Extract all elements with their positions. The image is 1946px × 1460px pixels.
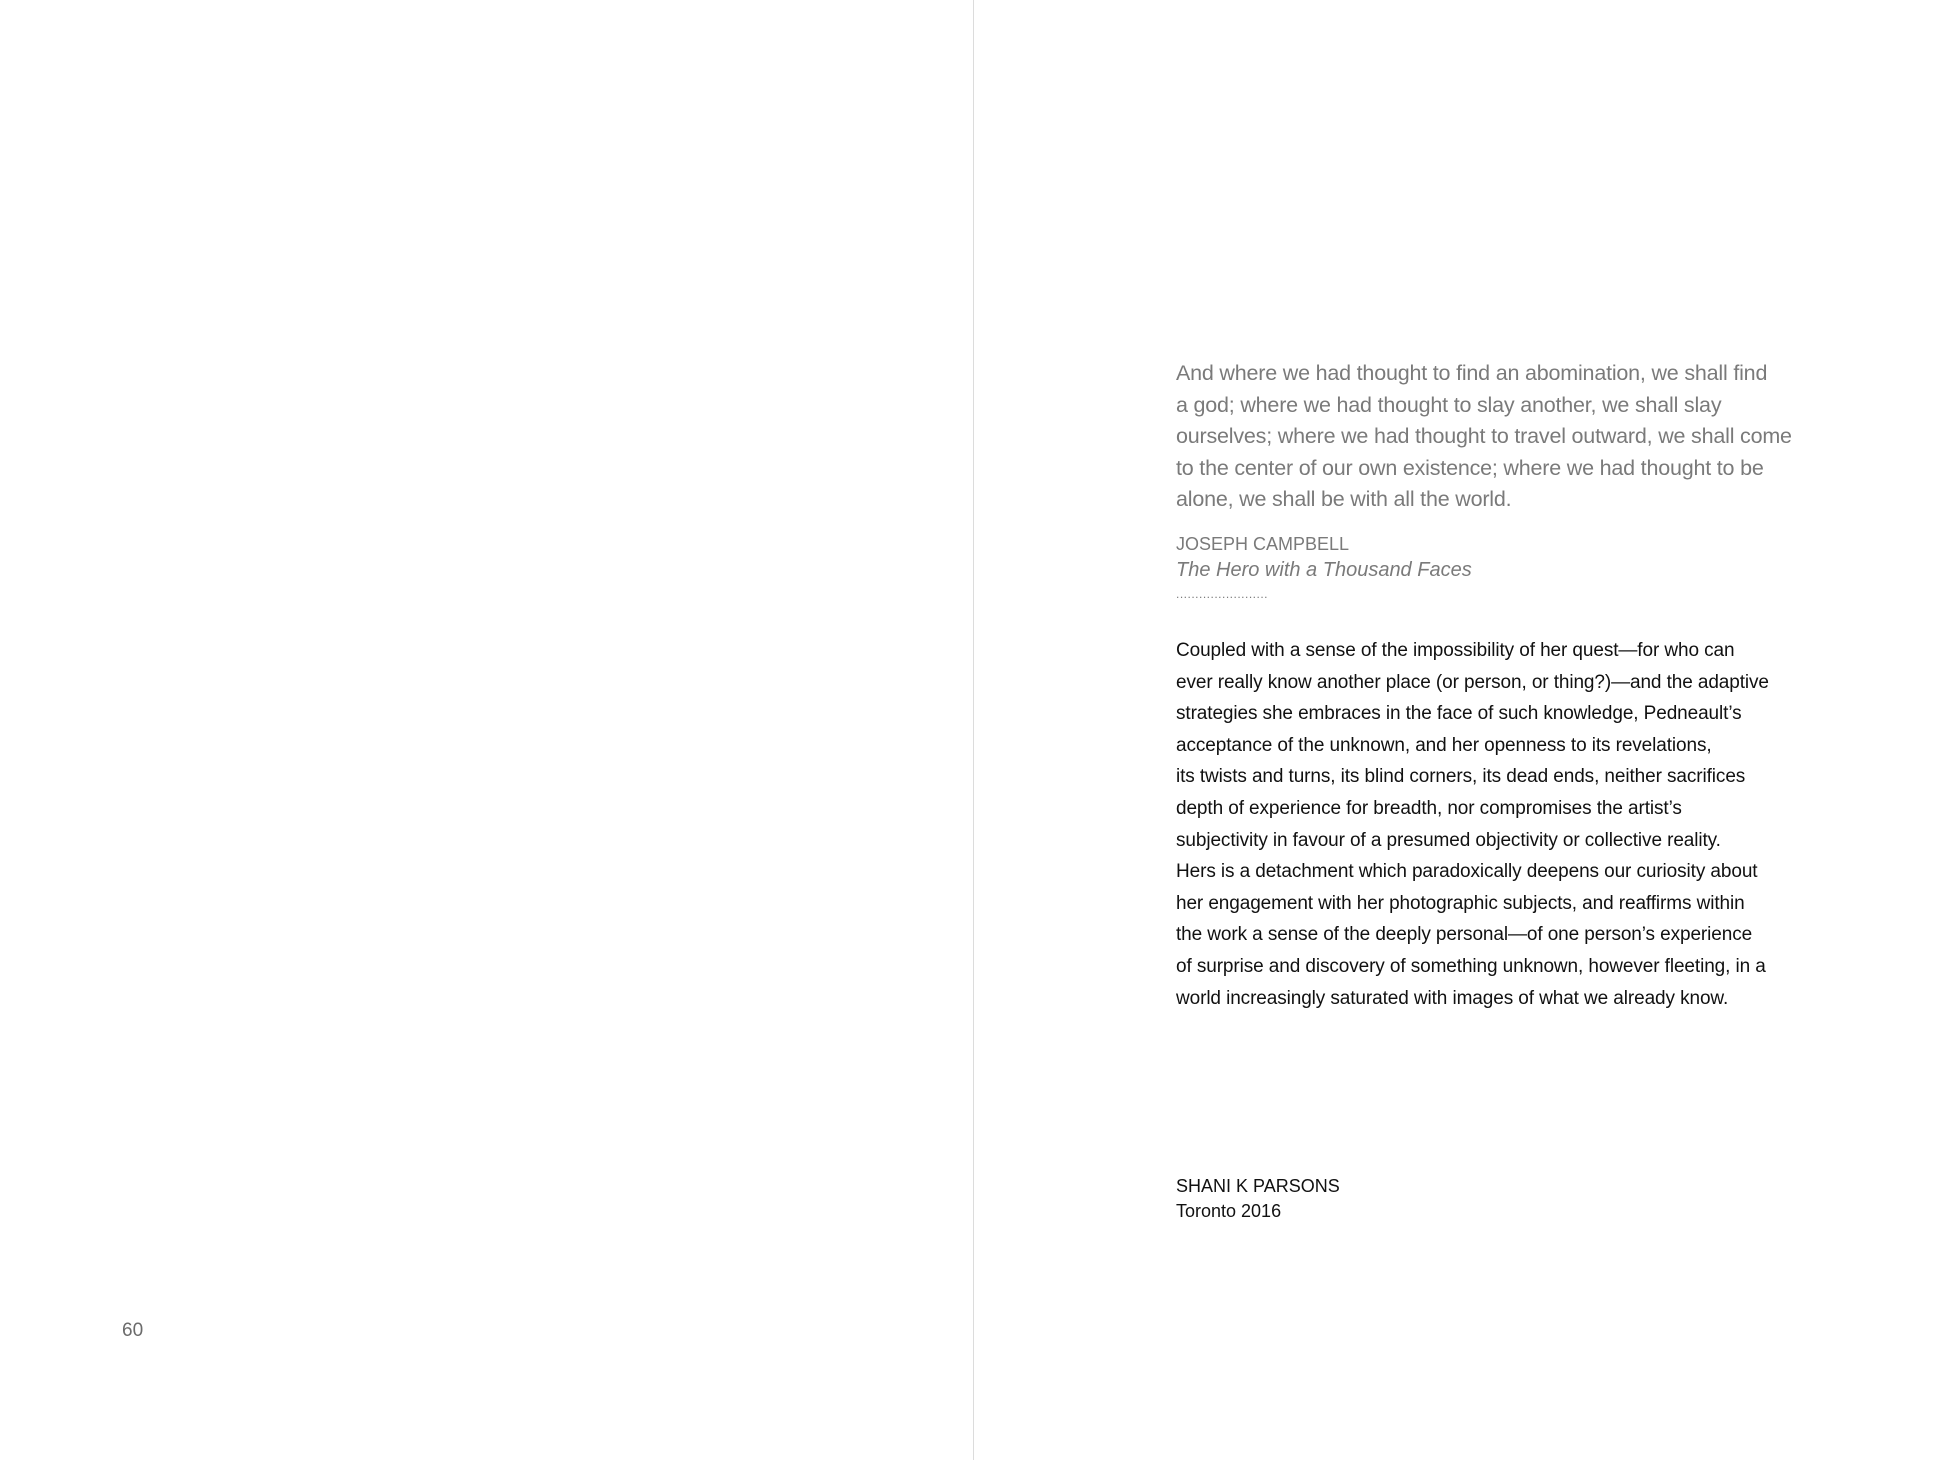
body-line: subjectivity in favour of a presumed objectivity or collective reality. bbox=[1176, 829, 1721, 851]
page-number: 60 bbox=[122, 1320, 144, 1341]
page-gutter bbox=[973, 0, 974, 1460]
body-paragraph bbox=[1176, 635, 1816, 1014]
body-line: strategies she embraces in the face of such knowledge, Pedneault’s bbox=[1176, 703, 1742, 725]
body-line: the work a sense of the deeply personal—of one person’s experience bbox=[1176, 924, 1753, 946]
epigraph-source-title: The Hero with a Thousand Faces bbox=[1176, 558, 1472, 581]
epigraph-line: a god; where we had thought to slay another, we shall slay bbox=[1176, 392, 1722, 417]
epigraph-line: to the center of our own existence; where we had thought to be bbox=[1176, 455, 1764, 480]
epigraph-attribution bbox=[1176, 532, 1816, 602]
body-line: depth of experience for breadth, nor compromises the artist’s bbox=[1176, 797, 1682, 819]
body-line: acceptance of the unknown, and her openness to its revelations, bbox=[1176, 734, 1712, 756]
epigraph-line: ourselves; where we had thought to travel outward, we shall come bbox=[1176, 424, 1792, 449]
signature-name: SHANI K PARSONS bbox=[1176, 1176, 1340, 1196]
body-line: Coupled with a sense of the impossibility of her quest—for who can bbox=[1176, 639, 1735, 661]
body-line: of surprise and discovery of something unknown, however fleeting, in a bbox=[1176, 955, 1766, 977]
right-page-column bbox=[1176, 358, 1816, 1014]
dotted-separator: ........................ bbox=[1176, 586, 1269, 601]
epigraph-quote bbox=[1176, 358, 1816, 516]
signature-place-year: Toronto 2016 bbox=[1176, 1201, 1282, 1221]
epigraph-author: JOSEPH CAMPBELL bbox=[1176, 533, 1350, 554]
body-line: ever really know another place (or person, or thing?)—and the adaptive bbox=[1176, 671, 1769, 693]
body-line: its twists and turns, its blind corners, its dead ends, neither sacrifices bbox=[1176, 766, 1746, 788]
body-line: her engagement with her photographic subjects, and reaffirms within bbox=[1176, 892, 1745, 914]
epigraph-line: alone, we shall be with all the world. bbox=[1176, 487, 1512, 512]
body-line: world increasingly saturated with images of what we already know. bbox=[1176, 987, 1729, 1009]
author-signature bbox=[1176, 1174, 1340, 1224]
body-line: Hers is a detachment which paradoxically deepens our curiosity about bbox=[1176, 861, 1758, 883]
epigraph-line: And where we had thought to find an abomination, we shall find bbox=[1176, 361, 1768, 385]
